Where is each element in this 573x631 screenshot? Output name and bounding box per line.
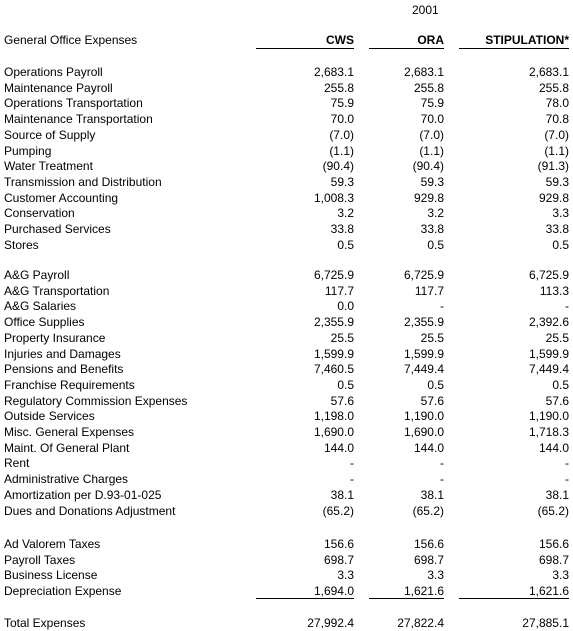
cws-value: (1.1) [329, 143, 354, 158]
stipulation-value: (1.1) [544, 143, 569, 158]
header-underline-stipulation [459, 48, 569, 49]
ora-value: - [440, 456, 444, 471]
subtotal-rule [256, 598, 354, 599]
ora-value: 144.0 [413, 440, 444, 455]
ora-value: - [440, 472, 444, 487]
expense-row [0, 553, 573, 568]
row-label: Pensions and Benefits [4, 362, 124, 377]
expense-row [0, 488, 573, 503]
expense-row [0, 394, 573, 409]
expense-row [0, 238, 573, 253]
expense-row [0, 128, 573, 143]
cws-value: 33.8 [330, 222, 354, 236]
stipulation-value: (7.0) [544, 127, 569, 142]
row-label: Franchise Requirements [4, 377, 135, 392]
stipulation-value: 25.5 [545, 330, 569, 345]
row-label: Stores [4, 237, 39, 252]
row-label: Customer Accounting [4, 190, 119, 205]
stipulation-value: 1,621.6 [528, 584, 569, 599]
ora-value: 3.3 [427, 568, 444, 583]
ora-value: 1,190.0 [403, 409, 444, 424]
row-label: Purchased Services [4, 222, 111, 236]
cws-value: 70.0 [330, 112, 354, 127]
ora-value: - [440, 299, 444, 314]
row-label: Misc. General Expenses [4, 425, 135, 439]
cws-value: 1,690.0 [313, 425, 354, 439]
row-label: A&G Salaries [4, 299, 77, 314]
stipulation-value: 144.0 [538, 440, 569, 455]
ora-value: 255.8 [413, 80, 444, 95]
expense-row [0, 81, 573, 96]
stipulation-value: 2,683.1 [528, 65, 569, 79]
ora-value: 698.7 [413, 552, 444, 567]
ora-value: 57.6 [420, 393, 444, 408]
row-label: A&G Transportation [4, 283, 110, 298]
row-label: Transmission and Distribution [4, 174, 162, 189]
stipulation-value: 0.5 [552, 377, 569, 392]
cws-value: (65.2) [322, 503, 354, 518]
row-label: Operations Payroll [4, 65, 103, 79]
ora-value: 6,725.9 [403, 268, 444, 282]
expense-row [0, 191, 573, 206]
cws-value: 1,008.3 [313, 190, 354, 205]
cws-value: 0.0 [337, 299, 354, 314]
cws-value: 144.0 [323, 440, 354, 455]
stipulation-value: 33.8 [545, 222, 569, 236]
row-label: Property Insurance [4, 330, 106, 345]
stipulation-value: - [565, 472, 569, 487]
stipulation-value: 0.5 [552, 237, 569, 252]
stipulation-value: 70.8 [545, 112, 569, 127]
row-label: Injuries and Damages [4, 346, 121, 361]
column-header-ora: ORA [417, 33, 444, 47]
ora-value: 156.6 [413, 537, 444, 551]
header-underline-cws [256, 48, 354, 49]
cws-value: 2,355.9 [313, 315, 354, 330]
stipulation-value: 1,599.9 [528, 346, 569, 361]
cws-value: 156.6 [323, 537, 354, 551]
row-label: Ad Valorem Taxes [4, 537, 101, 551]
stipulation-value: 3.3 [552, 206, 569, 221]
expense-row [0, 159, 573, 174]
expense-row [0, 409, 573, 424]
stipulation-value: - [565, 299, 569, 314]
row-label: Pumping [4, 143, 52, 158]
ora-value: 25.5 [420, 330, 444, 345]
stipulation-value: 1,190.0 [528, 409, 569, 424]
cws-value: 3.3 [337, 568, 354, 583]
expense-row [0, 144, 573, 159]
expense-row [0, 175, 573, 190]
year-heading: 2001 [412, 3, 439, 17]
expense-row [0, 331, 573, 346]
expense-row [0, 96, 573, 111]
header-underline-ora [369, 48, 444, 49]
row-label: Conservation [4, 206, 75, 221]
cws-value: - [350, 472, 354, 487]
stipulation-value: (91.3) [537, 159, 569, 174]
row-label: Rent [4, 456, 30, 471]
ora-value: 70.0 [420, 112, 444, 127]
expense-row [0, 537, 573, 552]
row-label: Business License [4, 568, 98, 583]
stipulation-value: 78.0 [545, 96, 569, 111]
stipulation-value: (65.2) [537, 503, 569, 518]
expense-row [0, 378, 573, 393]
ora-value: 1,599.9 [403, 346, 444, 361]
stipulation-value: 3.3 [552, 568, 569, 583]
cws-value: 0.5 [337, 377, 354, 392]
cws-value: 255.8 [323, 80, 354, 95]
expense-row [0, 584, 573, 599]
row-label: Dues and Donations Adjustment [4, 503, 176, 518]
cws-value: 0.5 [337, 237, 354, 252]
subtotal-rule [459, 598, 569, 599]
ora-value: 2,355.9 [403, 315, 444, 330]
stipulation-value: 27,885.1 [522, 616, 569, 630]
column-header-stipulation: STIPULATION* [485, 33, 569, 47]
cws-value: (7.0) [329, 127, 354, 142]
expense-row [0, 568, 573, 583]
expense-row [0, 315, 573, 330]
ora-value: 33.8 [420, 222, 444, 236]
total-row [0, 616, 573, 631]
ora-value: 1,690.0 [403, 425, 444, 439]
ora-value: 0.5 [427, 377, 444, 392]
stipulation-value: 7,449.4 [528, 362, 569, 377]
expense-row [0, 504, 573, 519]
cws-value: 38.1 [330, 487, 354, 502]
ora-value: 117.7 [414, 283, 444, 298]
row-label: Amortization per D.93-01-025 [4, 487, 162, 502]
cws-value: 698.7 [323, 552, 354, 567]
cws-value: 1,694.0 [313, 584, 354, 599]
stipulation-value: 6,725.9 [528, 268, 569, 282]
row-label: Operations Transportation [4, 96, 143, 111]
stipulation-value: 113.3 [539, 283, 569, 298]
subtotal-rule [369, 598, 444, 599]
cws-value: 6,725.9 [313, 268, 354, 282]
cws-value: 3.2 [337, 206, 354, 221]
cws-value: 27,992.4 [307, 616, 354, 630]
stipulation-value: 929.8 [538, 190, 569, 205]
expense-row [0, 347, 573, 362]
ora-value: 27,822.4 [397, 616, 444, 630]
ora-value: (7.0) [419, 127, 444, 142]
cws-value: 25.5 [330, 330, 354, 345]
ora-value: 0.5 [427, 237, 444, 252]
stipulation-value: 38.1 [545, 487, 569, 502]
row-label: Water Treatment [4, 159, 93, 174]
row-label: Payroll Taxes [4, 552, 76, 567]
column-header-cws: CWS [326, 33, 354, 47]
stipulation-value: 57.6 [545, 393, 569, 408]
cws-value: 7,460.5 [313, 362, 354, 377]
cws-value: 59.3 [330, 174, 354, 189]
cws-value: 1,198.0 [313, 409, 354, 424]
row-label: Total Expenses [4, 616, 86, 630]
ora-value: (1.1) [419, 143, 444, 158]
ora-value: 75.9 [420, 96, 444, 111]
cws-value: (90.4) [322, 159, 354, 174]
cws-value: 1,599.9 [313, 346, 354, 361]
ora-value: (90.4) [412, 159, 444, 174]
row-label: Depreciation Expense [4, 584, 122, 599]
expense-row [0, 206, 573, 221]
stipulation-value: - [565, 456, 569, 471]
row-label: Maint. Of General Plant [4, 440, 130, 455]
cws-value: - [350, 456, 354, 471]
ora-value: 1,621.6 [403, 584, 444, 599]
stipulation-value: 59.3 [545, 174, 569, 189]
expense-row [0, 65, 573, 80]
cws-value: 2,683.1 [313, 65, 354, 79]
expense-row [0, 268, 573, 283]
cws-value: 75.9 [330, 96, 354, 111]
ora-value: 2,683.1 [403, 65, 444, 79]
table-title: General Office Expenses [4, 33, 138, 47]
cws-value: 57.6 [330, 393, 354, 408]
row-label: Maintenance Payroll [4, 80, 113, 95]
row-label: Source of Supply [4, 127, 96, 142]
row-label: Office Supplies [4, 315, 85, 330]
expense-row [0, 362, 573, 377]
expense-row [0, 222, 573, 237]
row-label: A&G Payroll [4, 268, 70, 282]
ora-value: 7,449.4 [403, 362, 444, 377]
expense-row [0, 299, 573, 314]
expense-row [0, 112, 573, 127]
ora-value: 3.2 [427, 206, 444, 221]
stipulation-value: 156.6 [538, 537, 569, 551]
ora-value: (65.2) [412, 503, 444, 518]
expense-row [0, 472, 573, 487]
expense-row [0, 456, 573, 471]
stipulation-value: 255.8 [538, 80, 569, 95]
ora-value: 59.3 [420, 174, 444, 189]
stipulation-value: 1,718.3 [528, 425, 569, 439]
expense-row [0, 441, 573, 456]
row-label: Maintenance Transportation [4, 112, 153, 127]
row-label: Administrative Charges [4, 472, 129, 487]
expense-row [0, 425, 573, 440]
ora-value: 38.1 [420, 487, 444, 502]
ora-value: 929.8 [413, 190, 444, 205]
cws-value: 117.7 [324, 283, 354, 298]
expense-row [0, 284, 573, 299]
row-label: Outside Services [4, 409, 95, 424]
row-label: Regulatory Commission Expenses [4, 393, 188, 408]
stipulation-value: 2,392.6 [528, 315, 569, 330]
stipulation-value: 698.7 [538, 552, 569, 567]
